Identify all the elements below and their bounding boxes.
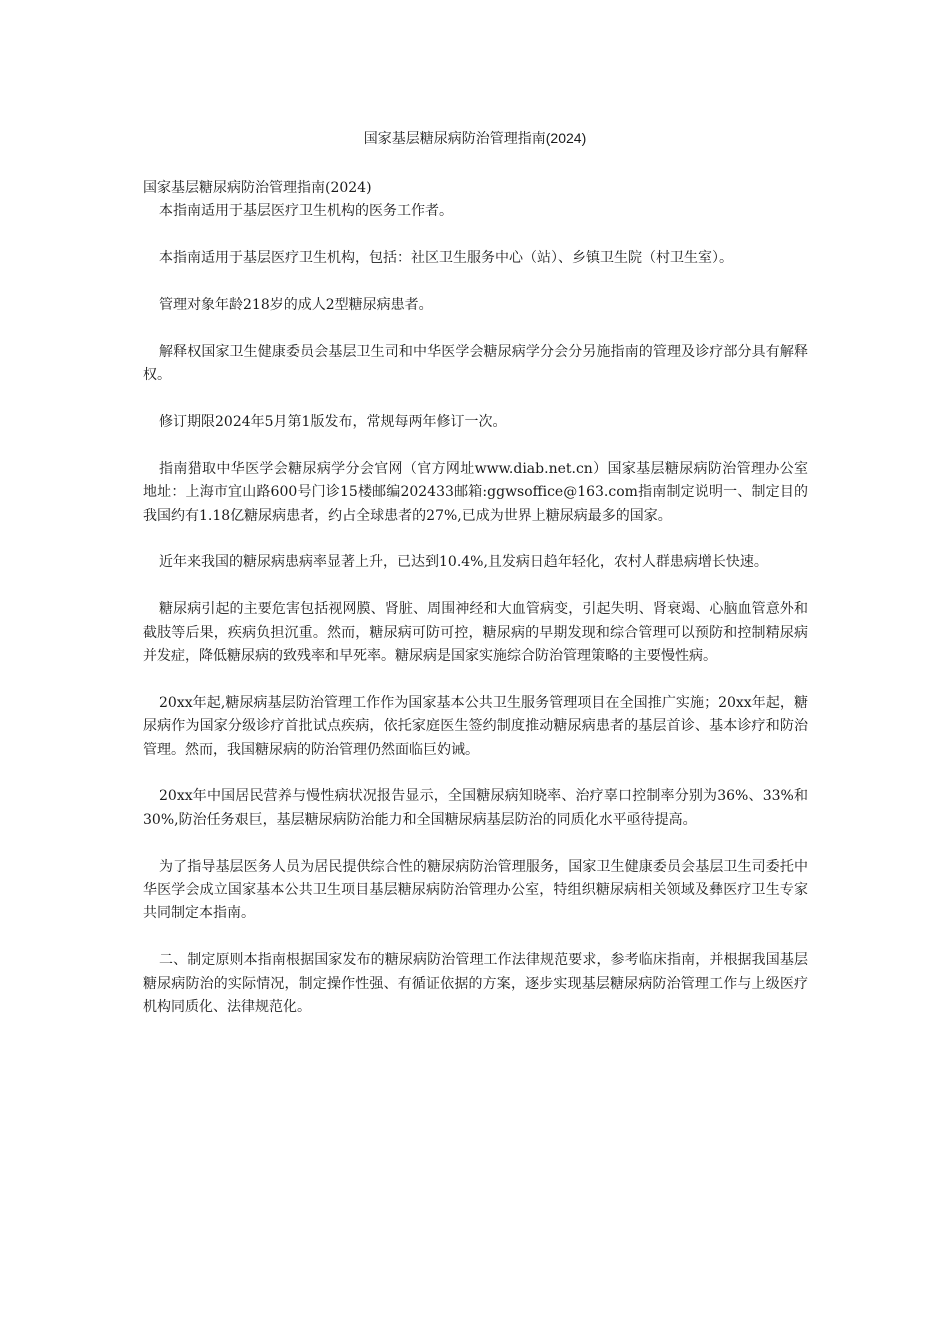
document-heading: 国家基层糖尿病防治管理指南(2024) — [143, 180, 372, 196]
paragraph-harms: 糖尿病引起的主要危害包括视网膜、肾脏、周围神经和大血管病变，引起失明、肾衰竭、心脑血管意外和截肢等后果，疾病负担沉重。然而，糖尿病可防可控，糖尿病的早期发现和综合管理可以预防和控制精尿病并发症，降低糖尿病的致残率和早死率。糖尿病是国家实施综合防治管理策略的主要慢性病。 — [143, 601, 808, 665]
paragraph-scope-institutions: 本指南适用于基层医疗卫生机构，包括：社区卫生服务中心（站）、乡镇卫生院（村卫生室）。 — [159, 250, 733, 267]
paragraph-principles: 二、制定原则本指南根据国家发布的糖尿病防治管理工作法律规范要求，参考临床指南，并根据我国基层糖尿病防治的实际情况，制定操作性强、有循证依据的方案，逐步实现基层糖尿病防治管理工作与上级医疗机构同质化、法律规范化。 — [143, 952, 808, 1016]
document-body — [143, 177, 808, 1043]
paragraph-survey-report: 20xx年中国居民营养与慢性病状况报告显示，全国糖尿病知晓率、治疗辜口控制率分别为36%、33%和30%,防治任务艰巨，基层糖尿病防治能力和全国糖尿病基层防治的同质化水平亟待提高。 — [143, 788, 808, 828]
paragraph-prevalence: 近年来我国的糖尿病患病率显著上升，已达到10.4%,且发病日趋年轻化，农村人群患病增长快速。 — [159, 554, 768, 571]
document-title: 国家基层糖尿病防治管理指南(2024) — [363, 130, 587, 146]
paragraph-revision-period: 修订期限2024年5月第1版发布，常规每两年修订一次。 — [159, 414, 507, 430]
paragraph-source-and-purpose: 指南猎取中华医学会糖尿病学分会官网（官方网址www.diab.net.cn）国家基层糖尿病防治管理办公室地址：上海市宜山路600号门诊15楼邮编202433邮箱:ggwsoffice@163.com指南制定说明一、制定目的我国约有1.18亿糖尿病患者，约占全球患者的27%,已成为世界上糖尿病最多的国家。 — [143, 460, 808, 524]
paragraph-target-population: 管理对象年龄218岁的成人2型糖尿病患者。 — [159, 297, 433, 313]
paragraph-scope-staff: 本指南适用于基层医疗卫生机构的医务工作者。 — [159, 203, 453, 220]
paragraph-guideline-origin: 为了指导基层医务人员为居民提供综合性的糖尿病防治管理服务，国家卫生健康委员会基层卫生司委托中华医学会成立国家基本公共卫生项目基层糖尿病防治管理办公室，特组织糖尿病相关领域及彝医疗卫生专家共同制定本指南。 — [143, 858, 808, 922]
paragraph-interpretation-right: 解释权国家卫生健康委员会基层卫生司和中华医学会糖尿病学分会分另施指南的管理及诊疗部分具有解释权。 — [143, 343, 808, 384]
paragraph-policy-history: 20xx年起,糖尿病基层防治管理工作作为国家基本公共卫生服务管理项目在全国推广实施；20xx年起，糖尿病作为国家分级诊疗首批试点疾病，依托家庭医生签约制度推动糖尿病患者的基层首诊、基本诊疗和防治管理。然而，我国糖尿病的防治管理仍然面临巨妁诫。 — [143, 694, 808, 758]
